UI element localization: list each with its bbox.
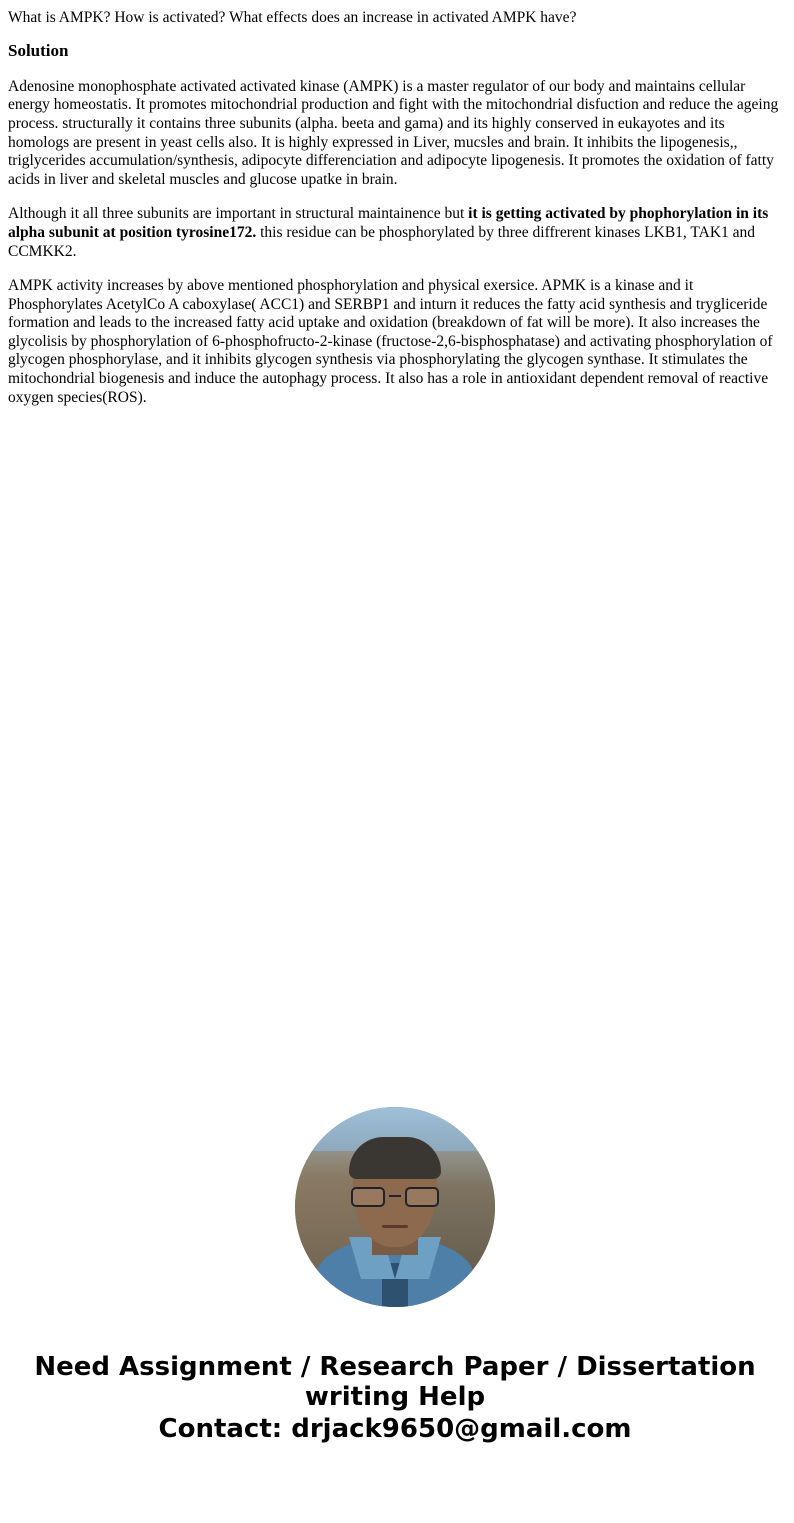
promo-contact: Contact: drjack9650@gmail.com <box>158 1414 632 1445</box>
solution-paragraph-2 <box>8 205 782 261</box>
solution-heading: Solution <box>8 41 69 61</box>
glasses-bridge <box>389 1195 401 1197</box>
avatar-hair <box>349 1137 441 1179</box>
promo-line-1: Need Assignment / Research Paper / Dissertation <box>34 1352 756 1383</box>
promo-block <box>8 1107 782 1445</box>
glasses-lens-right <box>405 1187 439 1207</box>
paragraph-2-intro: Although it all three subunits are important in structural maintainence but <box>8 205 469 223</box>
promo-text <box>8 1353 782 1445</box>
promo-line-2: writing Help <box>304 1382 486 1413</box>
solution-paragraph-1: Adenosine monophosphate activated activated kinase (AMPK) is a master regulator of our body and maintains cellular energy homeostatis. It promotes mitochondrial production and fight with the mitochondrial disfuction and reduce the ageing process. structurally it contains three subunits (alpha. beeta and gama) and its highly conserved in eukayotes and its homologs are present in yeast cells also. It is highly expressed in Liver, mucsles and brain. It inhibits the lipogenesis,, triglycerides accumulation/synthesis, adipocyte differenciation and adipocyte lipogenesis. It promotes the oxidation of fatty acids in liver and skeletal muscles and glucose upatke in brain. <box>8 77 779 188</box>
avatar-mouth <box>382 1225 408 1228</box>
paragraph-2-emphasis: it is getting activated by phophorylation in its alpha subunit at position tyrosine172. <box>8 205 769 241</box>
glasses-lens-left <box>351 1187 385 1207</box>
question-text: What is AMPK? How is activated? What effects does an increase in activated AMPK have? <box>8 9 577 26</box>
glasses-icon <box>349 1187 441 1207</box>
paragraph-2-outro: this residue can be phosphorylated by three diffrerent kinases LKB1, TAK1 and CCMKK2. <box>8 223 756 260</box>
avatar <box>295 1107 495 1307</box>
solution-paragraph-3: AMPK activity increases by above mentioned phosphorylation and physical exersice. APMK is a kinase and it Phosphorylates AcetylCo A caboxylase( ACC1) and SERBP1 and inturn it reduces the fatty acid synthesis and trygliceride formation and leads to the increased fatty acid uptake and oxidation (breakdown of fat will be more). It also increases the glycolisis by phosphorylation of 6-phosphofructo-2-kinase (fructose-2,6-bisphosphatase) and activating phosphorylation of glycogen phosphorylase, and it inhibits glycogen synthesis via phosphorylating the glycogen synthase. It stimulates the mitochondrial biogenesis and induce the autophagy process. It also has a role in antioxidant dependent removal of reactive oxygen species(ROS). <box>8 277 773 406</box>
